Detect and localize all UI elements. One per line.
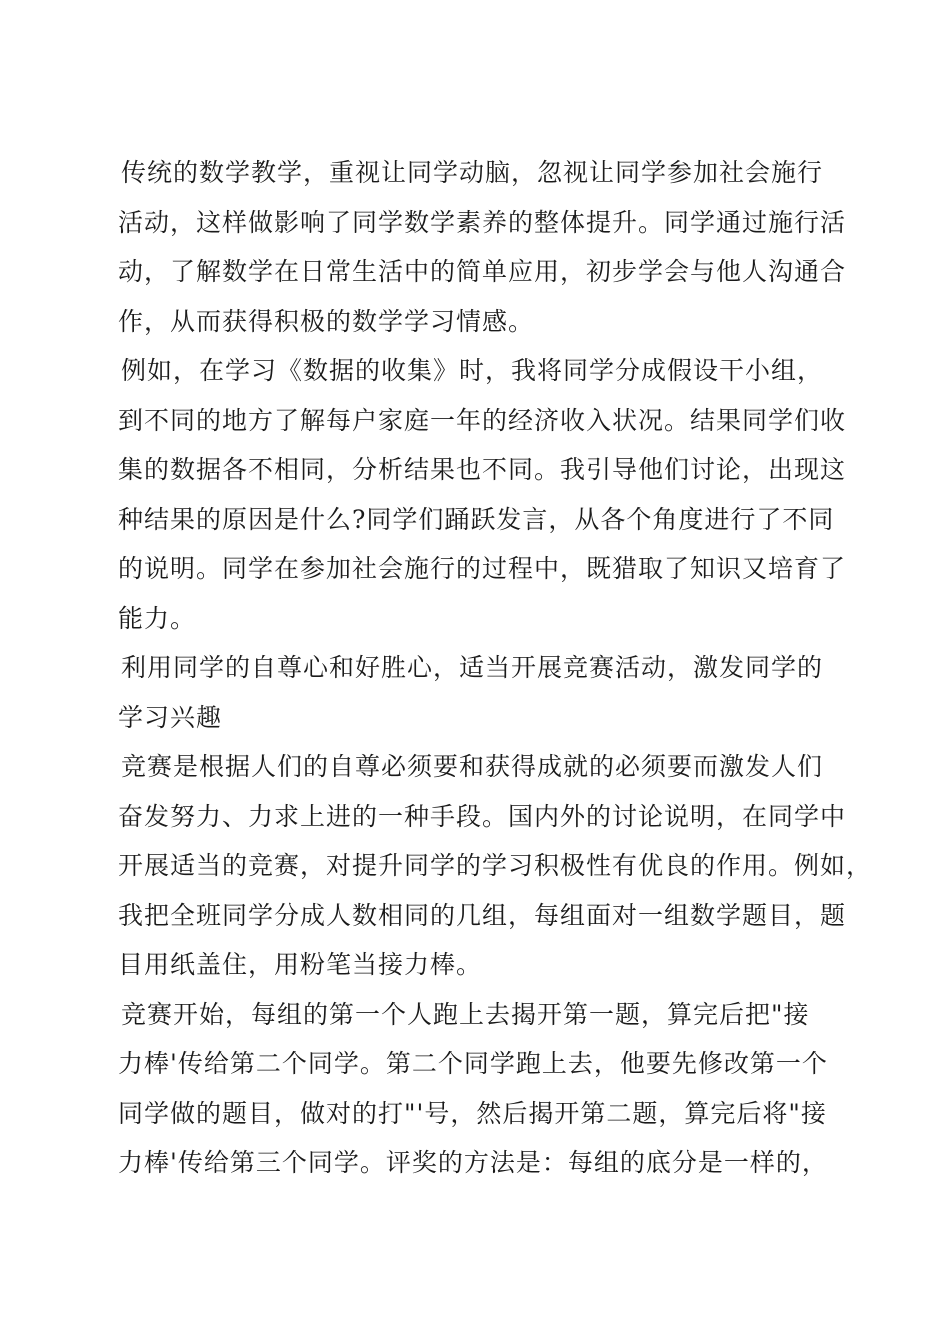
text-line: 开展适当的竞赛，对提升同学的学习积极性有优良的作用。例如， [118,851,873,880]
text-line: 能力。 [118,603,197,633]
text-line: 竞赛是根据人们的自尊必须要和获得成就的必须要而激发人们 [121,752,824,781]
text-line: 我把全班同学分成人数相同的几组，每组面对一组数学题目，题 [118,900,847,930]
text-line: 作，从而获得积极的数学学习情感。 [118,306,535,336]
text-line: 利用同学的自尊心和好胜心，适当开展竞赛活动，激发同学的 [121,653,824,682]
body-text [118,148,873,1188]
text-line: 奋发努力、力求上进的一种手段。国内外的讨论说明，在同学中 [118,801,847,831]
text-line: 力棒'传给第二个同学。第二个同学跑上去，他要先修改第一个 [118,1049,828,1078]
text-line: 到不同的地方了解每户家庭一年的经济收入状况。结果同学们收 [118,405,847,435]
text-line: 学习兴趣 [118,702,223,732]
text-line: 力棒'传给第三个同学。评奖的方法是：每组的底分是一样的， [118,1148,828,1177]
text-line: 同学做的题目，做对的打"'号，然后揭开第二题，算完后将"接 [118,1098,827,1128]
text-line: 动，了解数学在日常生活中的简单应用，初步学会与他人沟通合 [118,257,847,286]
text-line: 种结果的原因是什么?同学们踊跃发言，从各个角度进行了不同 [118,504,835,534]
text-line: 活动，这样做影响了同学数学素养的整体提升。同学通过施行活 [118,207,847,237]
text-line: 目用纸盖住，用粉笔当接力棒。 [118,950,483,979]
text-line: 集的数据各不相同，分析结果也不同。我引导他们讨论，出现这 [118,455,847,484]
text-line: 例如，在学习《数据的收集》时，我将同学分成假设干小组， [121,356,824,385]
text-line: 竞赛开始，每组的第一个人跑上去揭开第一题，算完后把"接 [121,999,810,1029]
text-line: 传统的数学教学，重视让同学动脑，忽视让同学参加社会施行 [121,158,824,187]
text-line: 的说明。同学在参加社会施行的过程中，既猎取了知识又培育了 [118,554,847,583]
